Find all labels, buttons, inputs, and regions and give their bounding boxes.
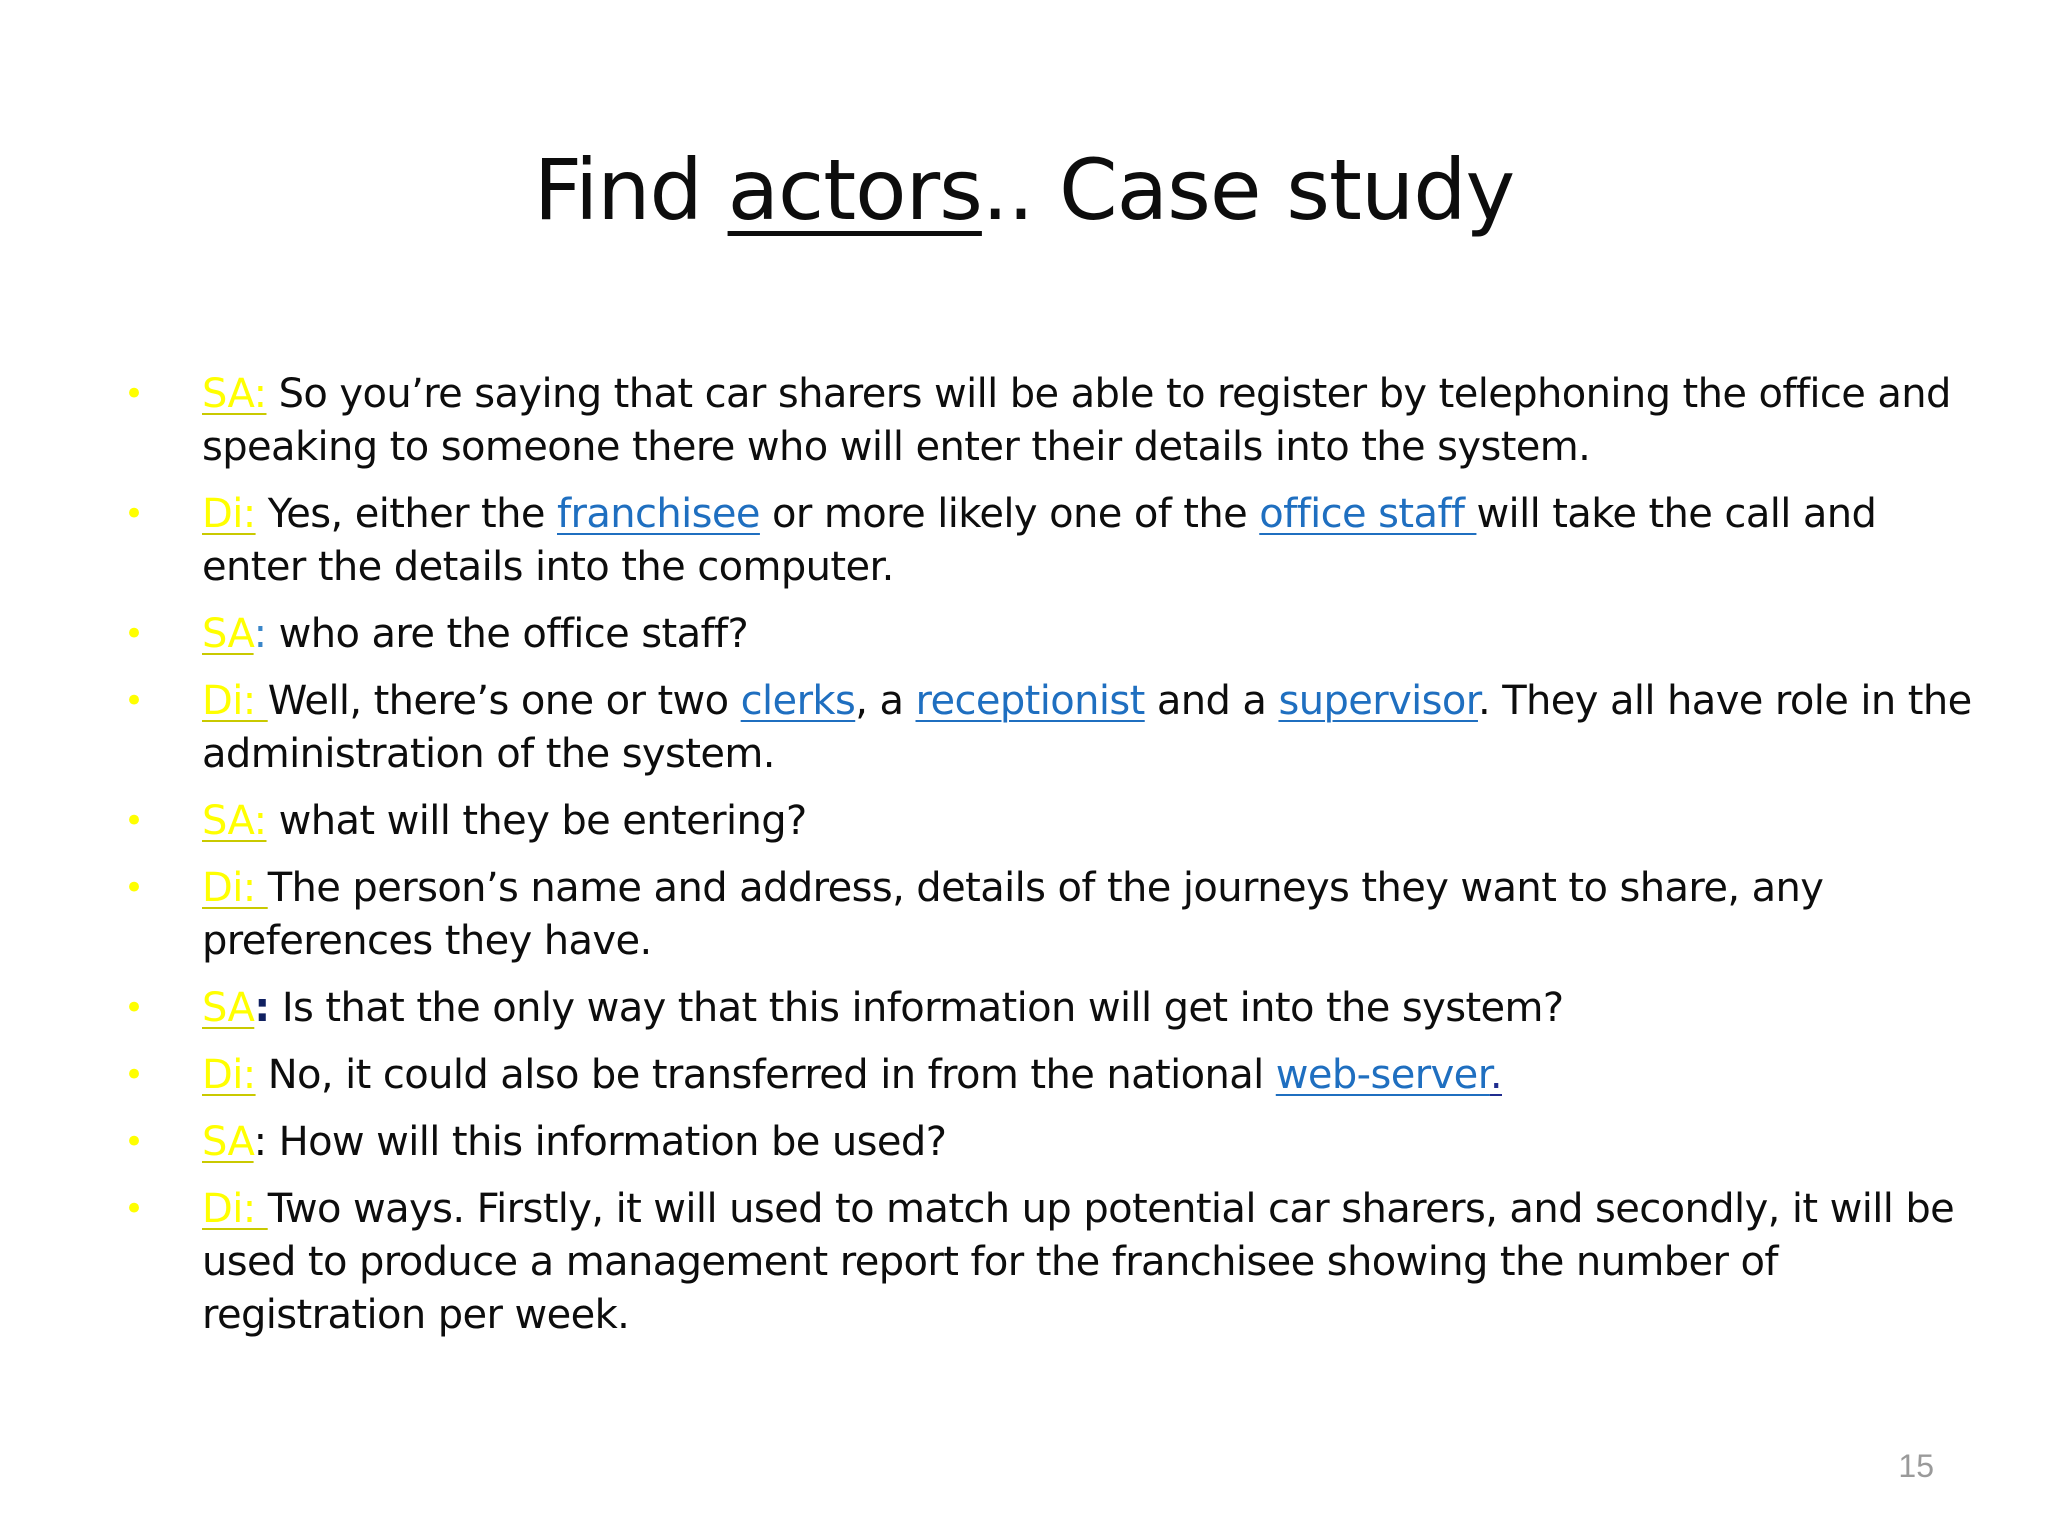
bullet-icon: •: [124, 868, 144, 908]
speaker-label: Di:: [202, 1186, 268, 1232]
dialogue-text: or more likely one of the: [759, 491, 1260, 537]
actor-link-web-server[interactable]: web-server: [1275, 1052, 1490, 1098]
list-item: [0, 862, 2048, 968]
speaker-label: SA:: [202, 371, 267, 417]
dialogue-text: : How will this information be used?: [253, 1119, 947, 1165]
list-item: [0, 368, 2048, 474]
speaker-colon: :: [254, 985, 270, 1031]
bullet-icon: •: [124, 681, 144, 721]
slide-title: [0, 140, 2048, 240]
actor-link-receptionist[interactable]: receptionist: [915, 678, 1145, 724]
list-item: [0, 795, 2048, 848]
dialogue-text: So you’re saying that car sharers will be able to register by telephoning the office and speaking to someone there who will enter their details into the system.: [202, 371, 1951, 470]
bullet-icon: •: [124, 988, 144, 1028]
bullet-icon: •: [124, 1189, 144, 1229]
speaker-label: Di:: [202, 491, 256, 537]
list-item: [0, 982, 2048, 1035]
speaker-label: SA:: [202, 798, 267, 844]
list-item: [0, 675, 2048, 781]
page-number: 15: [1898, 1448, 1934, 1484]
bullet-icon: •: [124, 374, 144, 414]
speaker-label: Di:: [202, 678, 268, 724]
speaker-label: Di:: [202, 1052, 256, 1098]
speaker-colon: :: [253, 611, 267, 657]
dialogue-text: and a: [1144, 678, 1279, 724]
bullet-icon: •: [124, 1055, 144, 1095]
speaker-label: SA: [202, 611, 254, 657]
bullet-icon: •: [124, 614, 144, 654]
link-period: .: [1489, 1052, 1502, 1098]
speaker-label: SA: [202, 985, 255, 1031]
list-item: [0, 1183, 2048, 1342]
actor-link-supervisor[interactable]: supervisor: [1278, 678, 1478, 724]
dialogue-list: [0, 368, 2048, 1356]
list-item: [0, 1116, 2048, 1169]
dialogue-text: . They all have role in the administration of the system.: [202, 678, 1972, 777]
speaker-label: Di:: [202, 865, 268, 911]
dialogue-text: who are the office staff?: [266, 611, 749, 657]
dialogue-text: No, it could also be transferred in from the national: [255, 1052, 1276, 1098]
dialogue-text: what will they be entering?: [266, 798, 807, 844]
bullet-icon: •: [124, 1122, 144, 1162]
title-underlined-word: actors: [727, 141, 982, 239]
speaker-label: SA: [202, 1119, 254, 1165]
bullet-icon: •: [124, 494, 144, 534]
list-item: [0, 608, 2048, 661]
dialogue-text: Is that the only way that this information will get into the system?: [269, 985, 1564, 1031]
actor-link-franchisee[interactable]: franchisee: [557, 491, 760, 537]
dialogue-text: Yes, either the: [255, 491, 557, 537]
dialogue-text: , a: [855, 678, 916, 724]
list-item: [0, 1049, 2048, 1102]
dialogue-text: Well, there’s one or two: [267, 678, 741, 724]
dialogue-text: will take the call and enter the details into the computer.: [202, 491, 1877, 590]
title-rest: .. Case study: [981, 141, 1515, 239]
dialogue-text: The person’s name and address, details of the journeys they want to share, any preferences they have.: [202, 865, 1824, 964]
title-prefix: Find: [533, 141, 728, 239]
list-item: [0, 488, 2048, 594]
actor-link-office-staff[interactable]: office staff: [1259, 491, 1477, 537]
bullet-icon: •: [124, 801, 144, 841]
dialogue-text: Two ways. Firstly, it will used to match up potential car sharers, and secondly, it will be used to produce a management report for the franchisee showing the number of registration per week.: [202, 1186, 1955, 1338]
actor-link-clerks[interactable]: clerks: [740, 678, 856, 724]
